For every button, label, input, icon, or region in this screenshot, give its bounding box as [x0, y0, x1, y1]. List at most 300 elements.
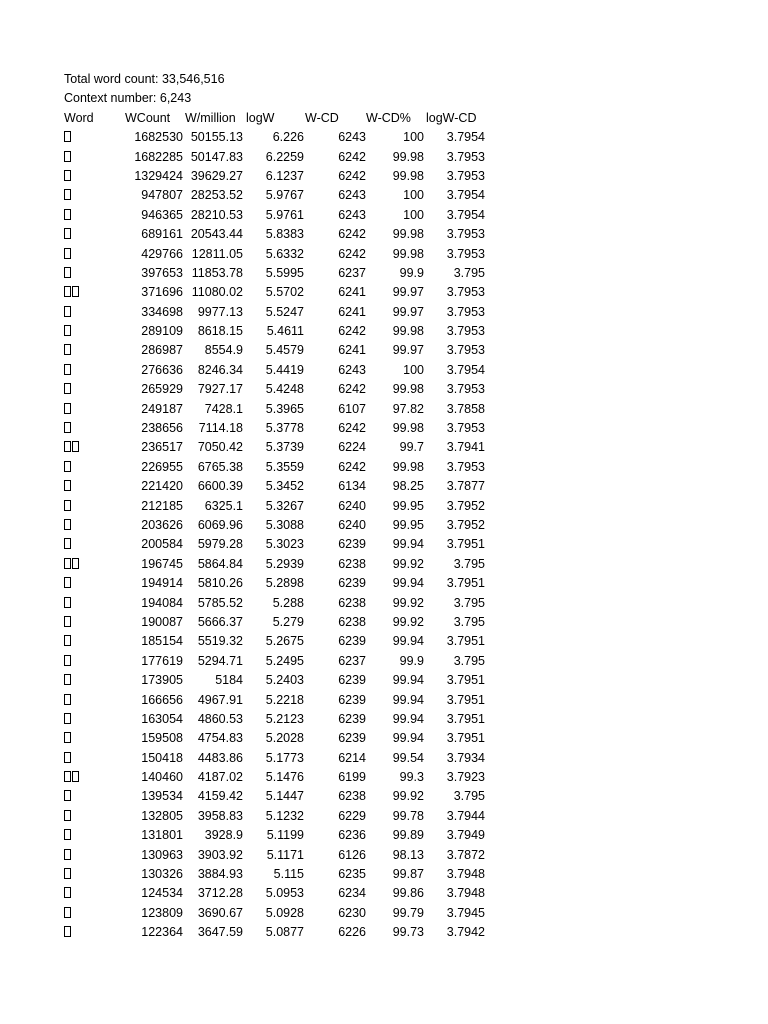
wcount-cell: 429766: [141, 246, 183, 261]
w-cd-percent-cell: 99.92: [392, 789, 424, 804]
w-million-cell: 4483.86: [197, 750, 243, 765]
w-million-cell: 11853.78: [191, 265, 243, 280]
w-million-cell: 9977.13: [197, 304, 243, 319]
w-cd-percent-cell: 99.54: [392, 750, 424, 765]
w-cd-cell: 6242: [338, 246, 366, 261]
missing-glyph-icon: [64, 228, 71, 239]
wcount-cell: 689161: [141, 227, 183, 242]
logw-cell: 5.3965: [265, 401, 304, 416]
missing-glyph-icon: [64, 441, 71, 452]
wcount-cell: 130963: [141, 847, 183, 862]
w-cd-percent-cell: 99.98: [392, 168, 424, 183]
missing-glyph-icon: [64, 752, 71, 763]
wcount-cell: 200584: [141, 537, 183, 552]
w-cd-cell: 6229: [338, 808, 366, 823]
logw-cell: 5.0928: [265, 905, 304, 920]
missing-glyph-icon: [64, 170, 71, 181]
logw-cd-cell: 3.7934: [446, 750, 485, 765]
logw-cell: 5.3267: [265, 498, 304, 513]
w-cd-percent-cell: 99.92: [392, 556, 424, 571]
w-cd-cell: 6237: [338, 653, 366, 668]
missing-glyph-icon: [64, 732, 71, 743]
logw-cd-cell: 3.7953: [446, 227, 485, 242]
wcount-cell: 177619: [141, 653, 183, 668]
table-row: [64, 884, 496, 903]
logw-cd-cell: 3.7951: [446, 634, 485, 649]
logw-cd-cell: 3.7941: [446, 440, 485, 455]
wcount-cell: 140460: [141, 770, 183, 785]
missing-glyph-icon: [64, 383, 71, 394]
w-cd-percent-cell: 99.95: [392, 517, 424, 532]
w-cd-cell: 6243: [338, 207, 366, 222]
word-cell: [64, 380, 119, 399]
logw-cd-cell: 3.795: [453, 789, 485, 804]
logw-cd-cell: 3.7923: [446, 770, 485, 785]
w-cd-percent-cell: 97.82: [392, 401, 424, 416]
spreadsheet: [64, 70, 496, 943]
logw-cd-cell: 3.795: [453, 614, 485, 629]
missing-glyph-icon: [64, 286, 71, 297]
word-cell: [64, 846, 119, 865]
w-million-cell: 12811.05: [191, 246, 243, 261]
table-row: [64, 574, 496, 593]
missing-glyph-icon: [72, 771, 79, 782]
w-million-cell: 20543.44: [190, 227, 243, 242]
w-million-cell: 5785.52: [197, 595, 243, 610]
word-cell: [64, 749, 119, 768]
w-million-cell: 3928.9: [204, 828, 243, 843]
logw-cd-cell: 3.7942: [446, 925, 485, 940]
logw-cd-cell: 3.7954: [446, 362, 485, 377]
wcount-cell: 397653: [141, 265, 183, 280]
w-million-cell: 11080.02: [191, 285, 243, 300]
w-million-cell: 3712.28: [197, 886, 243, 901]
w-cd-percent-cell: 99.7: [399, 440, 424, 455]
w-million-cell: 5864.84: [197, 556, 243, 571]
logw-cd-cell: 3.7953: [446, 304, 485, 319]
w-cd-percent-cell: 99.97: [392, 285, 424, 300]
missing-glyph-icon: [64, 829, 71, 840]
wcount-cell: 166656: [141, 692, 183, 707]
w-cd-cell: 6230: [338, 905, 366, 920]
wcount-cell: 203626: [141, 517, 183, 532]
word-cell: [64, 128, 119, 147]
table-row: [64, 516, 496, 535]
w-cd-cell: 6214: [338, 750, 366, 765]
logw-cell: 5.5247: [265, 304, 304, 319]
w-cd-cell: 6241: [338, 285, 366, 300]
table-row: [64, 865, 496, 884]
w-cd-cell: 6234: [338, 886, 366, 901]
w-cd-cell: 6240: [338, 517, 366, 532]
w-million-cell: 6069.96: [197, 517, 243, 532]
word-cell: [64, 264, 119, 283]
missing-glyph-icon: [64, 887, 71, 898]
logw-cd-cell: 3.7948: [446, 886, 485, 901]
w-cd-percent-cell: 99.92: [392, 614, 424, 629]
missing-glyph-icon: [64, 151, 71, 162]
logw-cd-cell: 3.7877: [446, 479, 485, 494]
logw-cd-cell: 3.7952: [446, 498, 485, 513]
word-cell: [64, 652, 119, 671]
header-w-cd: W-CD: [305, 110, 339, 125]
logw-cd-cell: 3.7951: [446, 673, 485, 688]
table-row: [64, 768, 496, 787]
missing-glyph-icon: [64, 577, 71, 588]
table-row: [64, 458, 496, 477]
logw-cell: 5.279: [272, 614, 304, 629]
w-million-cell: 5519.32: [197, 634, 243, 649]
logw-cd-cell: 3.7953: [446, 285, 485, 300]
missing-glyph-icon: [64, 344, 71, 355]
wcount-cell: 123809: [141, 905, 183, 920]
w-cd-cell: 6242: [338, 324, 366, 339]
w-cd-cell: 6239: [338, 692, 366, 707]
logw-cd-cell: 3.7944: [446, 808, 485, 823]
missing-glyph-icon: [72, 558, 79, 569]
word-cell: [64, 923, 119, 942]
missing-glyph-icon: [64, 461, 71, 472]
table-row: [64, 283, 496, 302]
wcount-cell: 185154: [141, 634, 183, 649]
logw-cd-cell: 3.7953: [446, 421, 485, 436]
w-cd-cell: 6242: [338, 382, 366, 397]
table-row: [64, 303, 496, 322]
w-million-cell: 28253.52: [190, 188, 243, 203]
logw-cd-cell: 3.7951: [446, 576, 485, 591]
w-cd-cell: 6240: [338, 498, 366, 513]
logw-cell: 5.9767: [265, 188, 304, 203]
w-cd-percent-cell: 99.89: [392, 828, 424, 843]
missing-glyph-icon: [72, 286, 79, 297]
w-million-cell: 7927.17: [197, 382, 243, 397]
w-million-cell: 5294.71: [197, 653, 243, 668]
logw-cell: 5.2495: [265, 653, 304, 668]
word-cell: [64, 477, 119, 496]
word-cell: [64, 458, 119, 477]
w-cd-percent-cell: 99.73: [392, 925, 424, 940]
w-cd-percent-cell: 99.94: [392, 711, 424, 726]
missing-glyph-icon: [64, 849, 71, 860]
table-row: [64, 419, 496, 438]
w-million-cell: 7050.42: [197, 440, 243, 455]
wcount-cell: 286987: [141, 343, 183, 358]
word-cell: [64, 884, 119, 903]
logw-cell: 5.4248: [265, 382, 304, 397]
missing-glyph-icon: [64, 422, 71, 433]
wcount-cell: 226955: [141, 459, 183, 474]
word-cell: [64, 361, 119, 380]
total-word-count: Total word count: 33,546,516: [64, 72, 225, 86]
logw-cd-cell: 3.7945: [446, 905, 485, 920]
wcount-cell: 276636: [141, 362, 183, 377]
table-row: [64, 438, 496, 457]
word-cell: [64, 322, 119, 341]
context-number: Context number: 6,243: [64, 91, 192, 106]
w-cd-percent-cell: 99.9: [399, 265, 424, 280]
w-cd-cell: 6242: [338, 168, 366, 183]
logw-cd-cell: 3.795: [453, 265, 485, 280]
logw-cd-cell: 3.7951: [446, 692, 485, 707]
w-cd-percent-cell: 99.98: [392, 246, 424, 261]
w-cd-cell: 6239: [338, 731, 366, 746]
word-cell: [64, 865, 119, 884]
w-million-cell: 4159.42: [197, 789, 243, 804]
missing-glyph-icon: [64, 616, 71, 627]
w-cd-cell: 6239: [338, 576, 366, 591]
logw-cell: 5.3778: [265, 421, 304, 436]
w-million-cell: 3884.93: [197, 867, 243, 882]
word-cell: [64, 186, 119, 205]
missing-glyph-icon: [64, 713, 71, 724]
w-million-cell: 8554.9: [204, 343, 243, 358]
w-cd-percent-cell: 99.94: [392, 731, 424, 746]
missing-glyph-icon: [64, 907, 71, 918]
missing-glyph-icon: [72, 441, 79, 452]
logw-cd-cell: 3.7872: [446, 847, 485, 862]
header-logw-cd: logW-CD: [426, 110, 477, 125]
logw-cd-cell: 3.7954: [446, 130, 485, 145]
w-million-cell: 8246.34: [197, 362, 243, 377]
logw-cell: 5.4611: [266, 324, 304, 339]
logw-cell: 5.3023: [265, 537, 304, 552]
w-million-cell: 6325.1: [204, 498, 243, 513]
logw-cell: 5.2403: [265, 673, 304, 688]
w-cd-cell: 6236: [338, 828, 366, 843]
w-cd-percent-cell: 98.13: [392, 847, 424, 862]
w-cd-percent-cell: 99.78: [392, 808, 424, 823]
missing-glyph-icon: [64, 500, 71, 511]
w-cd-cell: 6134: [338, 479, 366, 494]
table-row: [64, 128, 496, 147]
word-cell: [64, 283, 119, 302]
data-rows: [64, 128, 496, 942]
word-cell: [64, 438, 119, 457]
wcount-cell: 249187: [141, 401, 183, 416]
table-row: [64, 632, 496, 651]
w-million-cell: 4860.53: [197, 711, 243, 726]
missing-glyph-icon: [64, 306, 71, 317]
logw-cd-cell: 3.7953: [446, 382, 485, 397]
word-cell: [64, 729, 119, 748]
missing-glyph-icon: [64, 810, 71, 821]
table-row: [64, 923, 496, 942]
logw-cell: 5.2123: [265, 711, 304, 726]
header-w-cd-percent: W-CD%: [366, 110, 411, 125]
word-cell: [64, 826, 119, 845]
word-cell: [64, 225, 119, 244]
wcount-cell: 173905: [141, 673, 183, 688]
logw-cell: 5.1447: [265, 789, 304, 804]
w-cd-cell: 6238: [338, 789, 366, 804]
w-cd-percent-cell: 99.95: [392, 498, 424, 513]
word-cell: [64, 807, 119, 826]
w-cd-cell: 6238: [338, 614, 366, 629]
word-cell: [64, 167, 119, 186]
table-row: [64, 148, 496, 167]
w-cd-percent-cell: 99.9: [399, 653, 424, 668]
w-cd-percent-cell: 99.98: [392, 382, 424, 397]
logw-cell: 5.2675: [265, 634, 304, 649]
missing-glyph-icon: [64, 325, 71, 336]
w-cd-percent-cell: 99.98: [392, 421, 424, 436]
word-cell: [64, 245, 119, 264]
wcount-cell: 238656: [141, 421, 183, 436]
w-cd-cell: 6239: [338, 711, 366, 726]
logw-cd-cell: 3.7951: [446, 537, 485, 552]
word-cell: [64, 400, 119, 419]
table-row: [64, 186, 496, 205]
table-row: [64, 264, 496, 283]
wcount-cell: 163054: [141, 711, 183, 726]
table-row: [64, 710, 496, 729]
w-cd-cell: 6107: [338, 401, 366, 416]
wcount-cell: 159508: [141, 731, 183, 746]
w-cd-cell: 6224: [338, 440, 366, 455]
word-cell: [64, 555, 119, 574]
logw-cd-cell: 3.7948: [446, 867, 485, 882]
w-cd-percent-cell: 99.92: [392, 595, 424, 610]
logw-cell: 5.6332: [265, 246, 304, 261]
wcount-cell: 289109: [141, 324, 183, 339]
w-cd-cell: 6235: [338, 867, 366, 882]
wcount-cell: 946365: [141, 207, 183, 222]
w-cd-cell: 6238: [338, 595, 366, 610]
logw-cell: 5.5995: [265, 265, 304, 280]
w-million-cell: 50147.83: [190, 149, 243, 164]
missing-glyph-icon: [64, 519, 71, 530]
header-w-million: W/million: [185, 110, 236, 125]
logw-cd-cell: 3.7951: [446, 711, 485, 726]
missing-glyph-icon: [64, 248, 71, 259]
table-row: [64, 691, 496, 710]
logw-cd-cell: 3.7953: [446, 246, 485, 261]
word-cell: [64, 341, 119, 360]
w-cd-percent-cell: 99.94: [392, 537, 424, 552]
word-cell: [64, 904, 119, 923]
w-million-cell: 6765.38: [197, 459, 243, 474]
w-cd-percent-cell: 99.97: [392, 304, 424, 319]
logw-cell: 5.1199: [266, 828, 304, 843]
table-row: [64, 671, 496, 690]
wcount-cell: 150418: [141, 750, 183, 765]
table-row: [64, 749, 496, 768]
w-cd-cell: 6238: [338, 556, 366, 571]
w-cd-cell: 6239: [338, 634, 366, 649]
logw-cell: 5.2939: [265, 556, 304, 571]
w-cd-percent-cell: 99.94: [392, 576, 424, 591]
logw-cd-cell: 3.7953: [446, 149, 485, 164]
w-million-cell: 5979.28: [197, 537, 243, 552]
logw-cell: 5.115: [273, 867, 304, 882]
table-row: [64, 361, 496, 380]
missing-glyph-icon: [64, 771, 71, 782]
logw-cell: 5.3559: [265, 459, 304, 474]
word-cell: [64, 691, 119, 710]
wcount-cell: 139534: [141, 789, 183, 804]
w-cd-cell: 6239: [338, 673, 366, 688]
wcount-cell: 132805: [141, 808, 183, 823]
missing-glyph-icon: [64, 674, 71, 685]
logw-cell: 5.0953: [265, 886, 304, 901]
wcount-cell: 131801: [141, 828, 183, 843]
w-cd-percent-cell: 99.94: [392, 673, 424, 688]
word-cell: [64, 613, 119, 632]
w-cd-percent-cell: 99.86: [392, 886, 424, 901]
wcount-cell: 1682285: [134, 149, 183, 164]
w-million-cell: 4187.02: [197, 770, 243, 785]
w-million-cell: 50155.13: [190, 130, 243, 145]
table-row: [64, 245, 496, 264]
header-logw: logW: [246, 110, 275, 125]
missing-glyph-icon: [64, 267, 71, 278]
table-row: [64, 225, 496, 244]
word-cell: [64, 632, 119, 651]
wcount-cell: 130326: [141, 867, 183, 882]
w-cd-percent-cell: 100: [403, 362, 424, 377]
word-cell: [64, 710, 119, 729]
logw-cd-cell: 3.795: [453, 556, 485, 571]
w-cd-cell: 6242: [338, 421, 366, 436]
missing-glyph-icon: [64, 597, 71, 608]
w-million-cell: 3903.92: [197, 847, 243, 862]
logw-cd-cell: 3.7954: [446, 188, 485, 203]
word-cell: [64, 671, 119, 690]
logw-cell: 5.3452: [265, 479, 304, 494]
logw-cell: 5.4579: [265, 343, 304, 358]
wcount-cell: 212185: [141, 498, 183, 513]
table-row: [64, 652, 496, 671]
logw-cell: 6.2259: [265, 149, 304, 164]
word-cell: [64, 419, 119, 438]
word-cell: [64, 206, 119, 225]
w-cd-cell: 6243: [338, 130, 366, 145]
logw-cd-cell: 3.7953: [446, 459, 485, 474]
wcount-cell: 196745: [141, 556, 183, 571]
logw-cell: 5.1232: [265, 808, 304, 823]
table-row: [64, 729, 496, 748]
logw-cell: 5.2898: [265, 576, 304, 591]
logw-cd-cell: 3.7952: [446, 517, 485, 532]
w-million-cell: 3690.67: [197, 905, 243, 920]
w-cd-percent-cell: 98.25: [392, 479, 424, 494]
table-row: [64, 826, 496, 845]
w-cd-cell: 6126: [338, 847, 366, 862]
wcount-cell: 947807: [141, 188, 183, 203]
missing-glyph-icon: [64, 131, 71, 142]
wcount-cell: 194084: [141, 595, 183, 610]
wcount-cell: 1682530: [134, 130, 183, 145]
w-cd-cell: 6199: [338, 770, 366, 785]
logw-cell: 6.226: [272, 130, 304, 145]
w-million-cell: 8618.15: [197, 324, 243, 339]
logw-cell: 5.3088: [265, 517, 304, 532]
missing-glyph-icon: [64, 403, 71, 414]
missing-glyph-icon: [64, 189, 71, 200]
missing-glyph-icon: [64, 209, 71, 220]
w-cd-percent-cell: 99.98: [392, 459, 424, 474]
wcount-cell: 334698: [141, 304, 183, 319]
logw-cell: 5.1773: [265, 750, 304, 765]
w-cd-cell: 6241: [338, 304, 366, 319]
table-row: [64, 535, 496, 554]
logw-cell: 5.2218: [265, 692, 304, 707]
w-cd-cell: 6242: [338, 459, 366, 474]
word-cell: [64, 303, 119, 322]
logw-cell: 5.9761: [265, 207, 304, 222]
w-cd-percent-cell: 99.98: [392, 324, 424, 339]
table-row: [64, 206, 496, 225]
